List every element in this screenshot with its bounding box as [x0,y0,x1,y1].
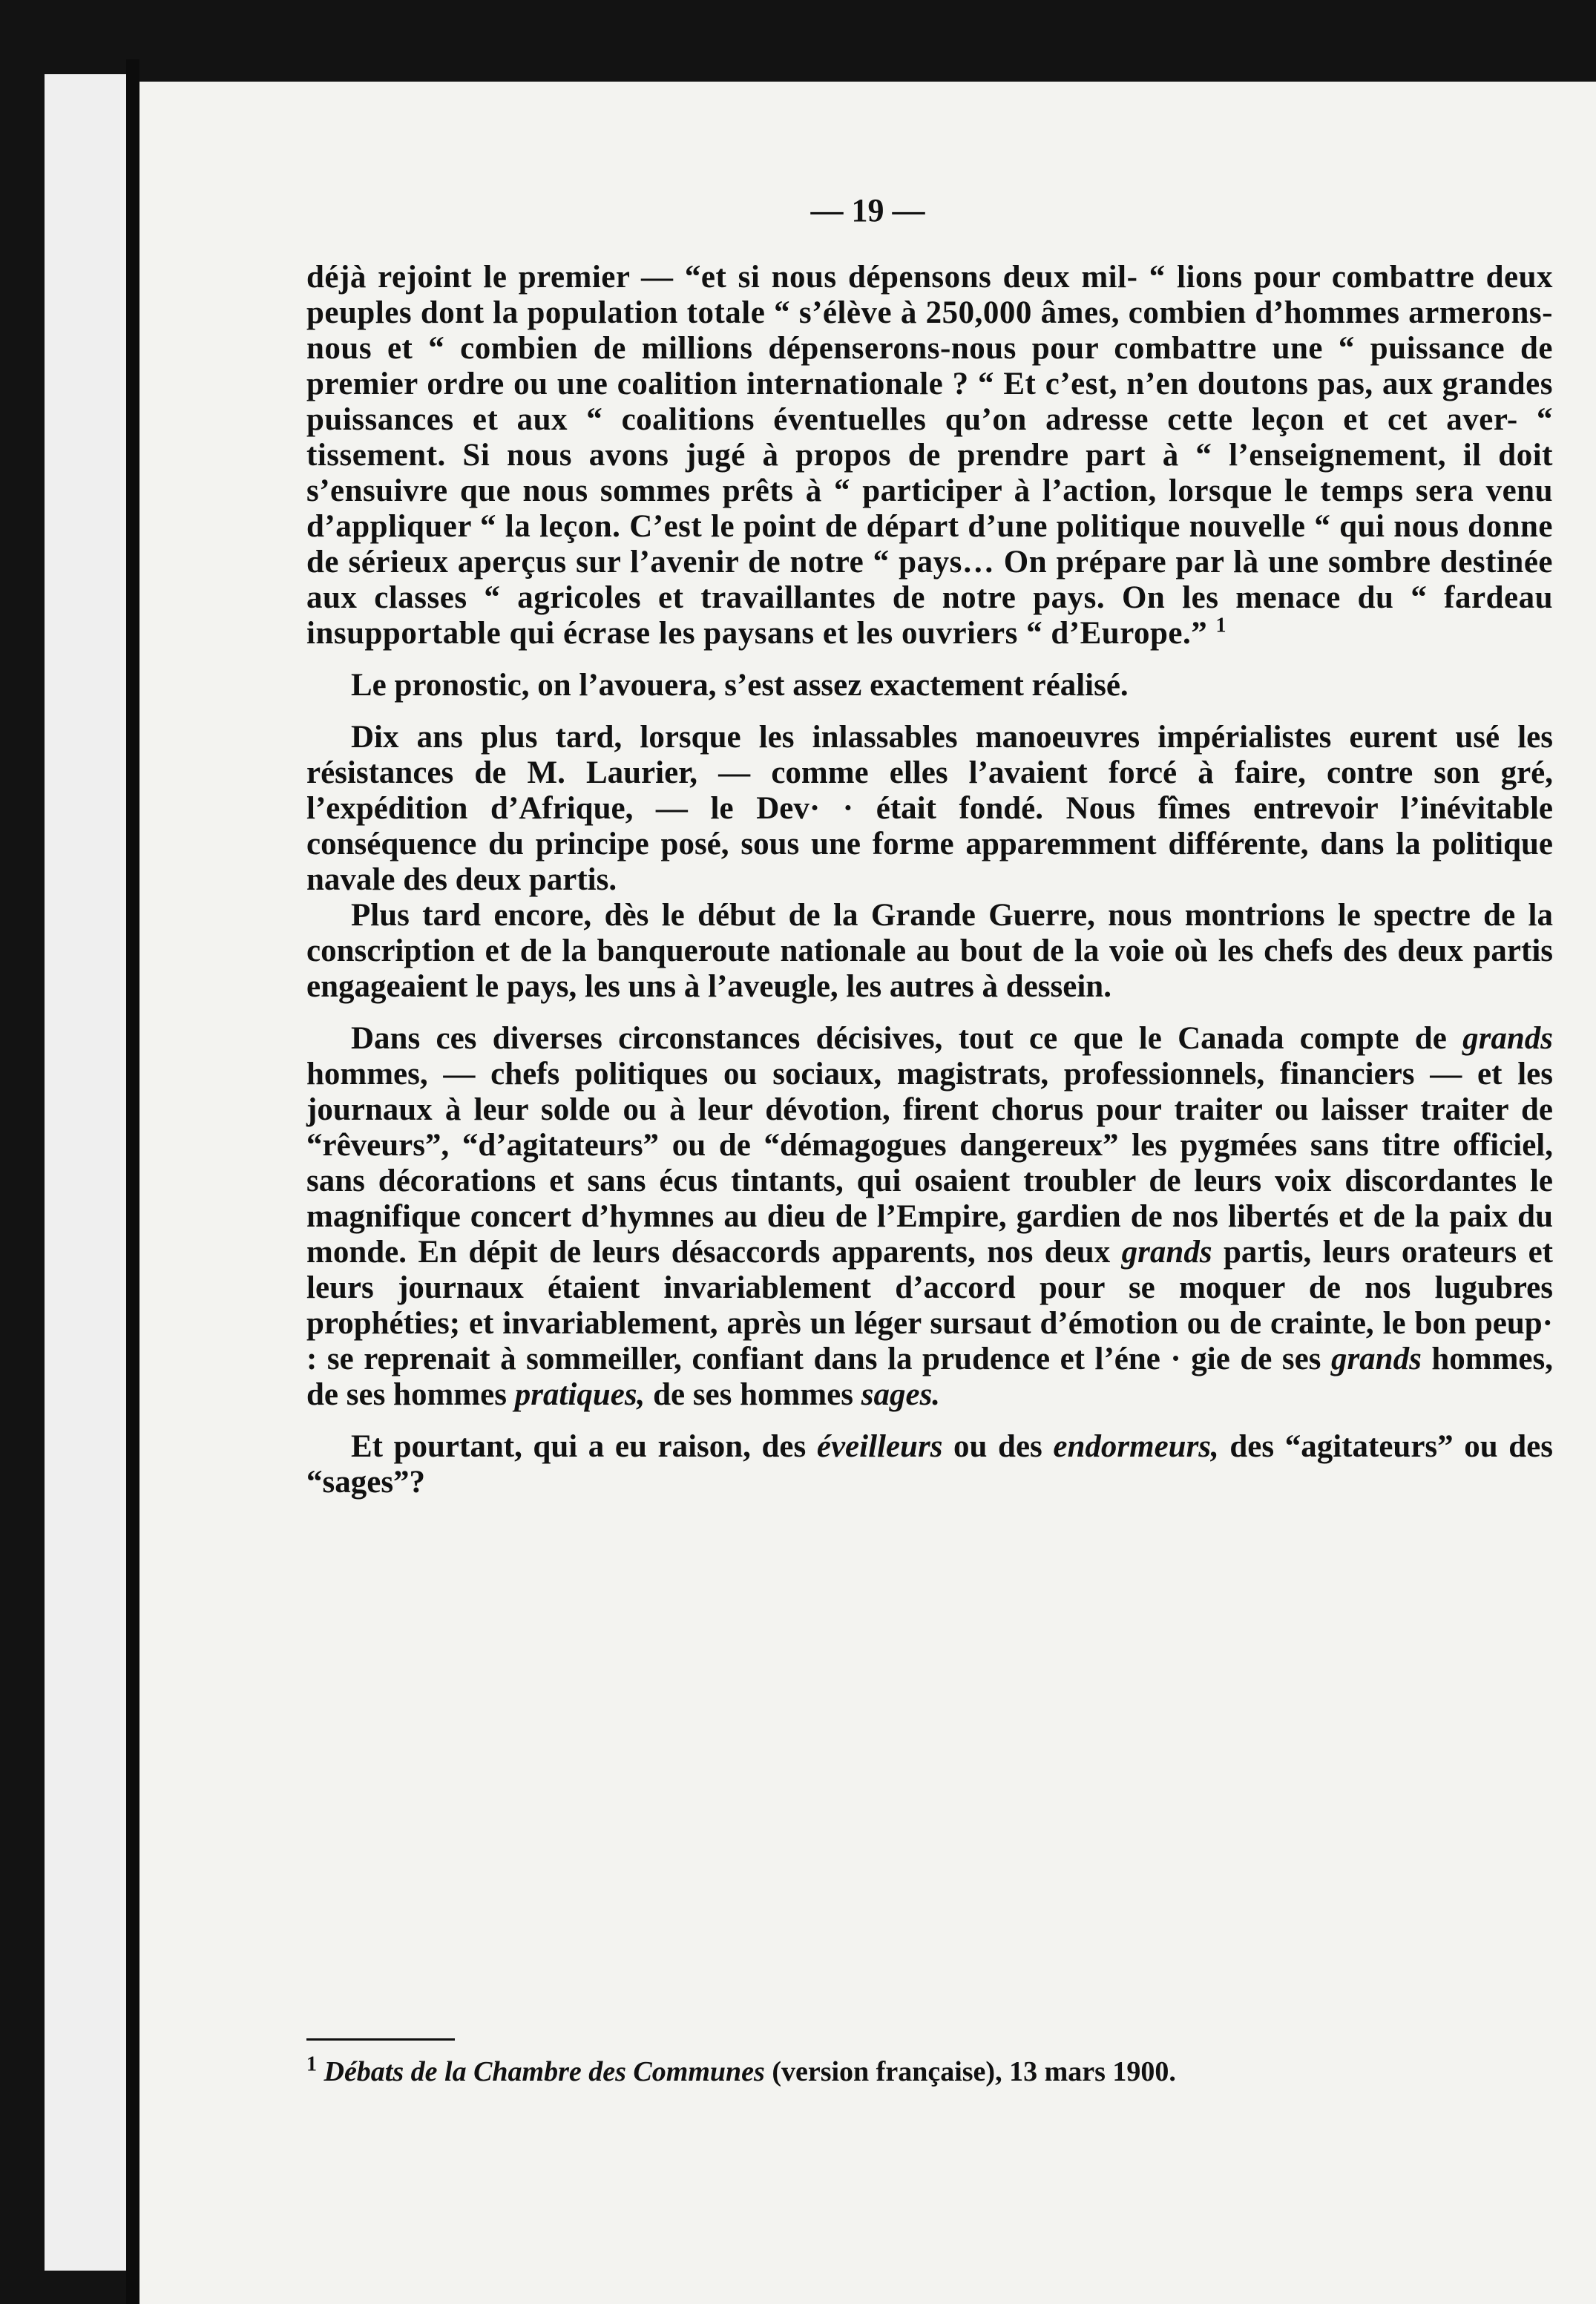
footnote-reference: 1 [1215,614,1227,637]
footnote [306,2052,1553,2088]
document-page [139,82,1596,2304]
paragraph-conclusion: Et pourtant, qui a eu raison, des éveilleurs ou des endormeurs, des “agitateurs” ou des “sages”? [306,1429,1553,1500]
emphasis-pratiques: pratiques, [514,1377,646,1412]
emphasis-grands: grands [1330,1342,1422,1376]
emphasis-grands: grands [1462,1021,1553,1056]
footnote-title: Débats de la Chambre des Communes [324,2056,765,2087]
footnote-details: (version française), 13 mars 1900. [764,2056,1176,2087]
emphasis-sages: sages. [861,1377,941,1412]
facing-page-edge [45,74,134,2271]
emphasis-endormeurs: endormeurs, [1053,1429,1219,1464]
paragraph-pronostic: Le pronostic, on l’avouera, s’est assez exactement réalisé. [351,668,1129,703]
emphasis-grands: grands [1121,1235,1212,1270]
paragraph-quote [306,260,1553,652]
page-number: — 19 — [810,192,925,229]
footnote-marker: 1 [306,2052,317,2076]
emphasis-eveilleurs: éveilleurs [816,1429,943,1464]
paragraph-grande-guerre: Plus tard encore, dès le début de la Grande Guerre, nous montrions le spectre de la conscription et de la banqueroute nationale au bout de la voie où les chefs des deux partis engageaient le pays, les uns à l’aveugle, les autres à dessein. [306,898,1553,1004]
paragraph-circonstances: Dans ces diverses circonstances décisives, tout ce que le Canada compte de grands hommes, — chefs politiques ou sociaux, magistrats, professionnels, financiers — et les journaux à leur solde ou à leur dévotion, firent chorus pour traiter ou laisser traiter de “rêveurs”, “d’agitateurs” ou de “démagogues dangereux” les pygmées sans titre officiel, sans décorations et sans écus tintants, qui osaient troubler de leurs voix discordantes le magnifique concert d’hymnes au dieu de l’Empire, gardien de nos libertés et de la paix du monde. En dépit de leurs désaccords apparents, nos deux grands partis, leurs orateurs et leurs journaux étaient invariablement d’accord pour se moquer de nos lugubres prophéties; et invariablement, après un léger sursaut d’émotion ou de crainte, le bon peup· : se reprenait à sommeiller, confiant dans la prudence et l’éne · gie de ses grands hommes, de ses hommes pratiques, de ses hommes sages. [306,1021,1553,1412]
page-gutter [126,59,139,2304]
body-text [306,260,1553,1500]
quote-text: déjà rejoint le premier — “et si nous dépensons deux mil- “ lions pour combattre deux peuples dont la population totale “ s’élève à 250,000 âmes, combien d’hommes armerons-nous et “ combien de millions dépenserons-nous pour combattre une “ puissance de premier ordre ou une coalition internationale ? “ Et c’est, n’en doutons pas, aux grandes puissances et aux “ coalitions éventuelles qu’on adresse cette leçon et cet aver- “ tissement. Si nous avons jugé à propos de prendre part à “ l’enseignement, il doit s’ensuivre que nous sommes prêts à “ participer à l’action, lorsque le temps sera venu d’appliquer “ la leçon. C’est le point de départ d’une politique nouvelle “ qui nous donne de sérieux aperçus sur l’avenir de notre “ pays… On prépare par là une sombre destinée aux classes “ agricoles et travaillantes de notre pays. On les menace du “ fardeau insupportable qui écrase les paysans et les ouvriers “ d’Europe.” [306,260,1553,651]
paragraph-dix-ans: Dix ans plus tard, lorsque les inlassables manoeuvres impérialistes eurent usé les résistances de M. Laurier, — comme elles l’avaient forcé à faire, contre son gré, l’expédition d’Afrique, — le Dev· · était fondé. Nous fîmes entrevoir l’inévitable conséquence du principe posé, sous une forme apparemment différente, dans la politique navale des deux partis. [306,720,1553,897]
footnote-rule [306,2038,455,2041]
